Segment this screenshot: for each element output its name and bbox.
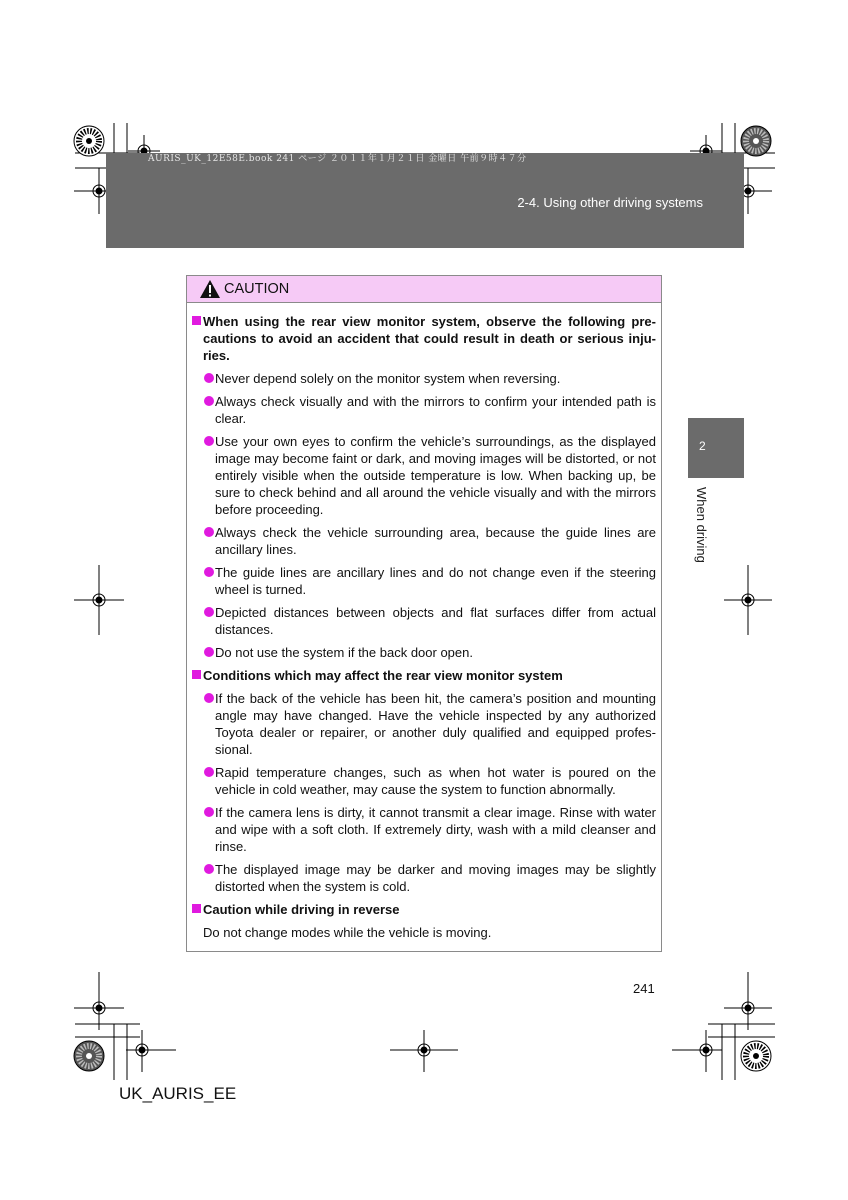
list-item-text: If the camera lens is dirty, it cannot transmit a clear image. Rinse with water and wipe with a soft cloth. If extremely dirty, wash with a mild cleanser and rinse. (215, 805, 656, 854)
list-item-text: The displayed image may be darker and moving images may be slightly distorted when the system is cold. (215, 862, 656, 894)
circle-bullet-icon (204, 647, 214, 657)
section-heading-text: Caution while driving in reverse (203, 902, 400, 917)
list-item-text: Never depend solely on the monitor system when reversing. (215, 371, 561, 386)
circle-bullet-icon (204, 567, 214, 577)
crosshair-icon (74, 565, 124, 635)
caution-header (187, 276, 661, 303)
caution-body (187, 303, 661, 941)
list-item-text: Use your own eyes to confirm the vehicle’s surroundings, as the displayed image may become faint or dark, and moving images will be distorted, or not entirely visible when the outside temperature is low. When backing up, be sure to check behind and all around the vehicle visually and with the mirrors before proceeding. (215, 434, 656, 517)
print-info: AURIS_UK_12E58E.book 241 ページ ２０１１年１月２１日 金曜日 午前９時４７分 (148, 154, 527, 164)
circle-bullet-icon (204, 436, 214, 446)
list-item (191, 604, 656, 638)
list-item (191, 564, 656, 598)
crosshair-icon (672, 1030, 722, 1072)
list-item-text: Rapid temperature changes, such as when hot water is poured on the vehicle in cold weather, may cause the system to function abnormally. (215, 765, 656, 797)
section-heading (191, 313, 656, 364)
list-item-text: Depicted distances between objects and flat surfaces differ from actual distances. (215, 605, 656, 637)
section-heading-text: When using the rear view monitor system, observe the following pre-cautions to avoid an accident that could result in death or serious inju-ries. (203, 314, 656, 363)
list-item-text: Always check visually and with the mirrors to confirm your intended path is clear. (215, 394, 656, 426)
list-item (191, 690, 656, 758)
circle-bullet-icon (204, 767, 214, 777)
circle-bullet-icon (204, 373, 214, 383)
chapter-number: 2 (699, 439, 706, 453)
list-item (191, 861, 656, 895)
list-item-text: Do not use the system if the back door open. (215, 645, 473, 660)
square-bullet-icon (192, 904, 201, 913)
warning-triangle-icon (199, 279, 221, 299)
circle-bullet-icon (204, 396, 214, 406)
circle-bullet-icon (204, 607, 214, 617)
list-item (191, 804, 656, 855)
registration-mark-icon (741, 126, 771, 156)
list-item (191, 524, 656, 558)
circle-bullet-icon (204, 864, 214, 874)
list-item-text: If the back of the vehicle has been hit, the camera’s position and mounting angle may have changed. Have the vehicle inspected by any authorized Toyota dealer or repairer, or another duly qualified and equipped profes-sional. (215, 691, 656, 757)
chapter-tab (688, 418, 744, 478)
section-heading (191, 901, 656, 918)
caution-title: CAUTION (224, 281, 290, 297)
crosshair-icon (724, 565, 772, 635)
chapter-label: When driving (694, 487, 709, 563)
crosshair-icon (724, 972, 772, 1030)
list-item (191, 433, 656, 518)
list-item (191, 644, 656, 661)
registration-mark-icon (74, 1041, 104, 1071)
registration-mark-icon (741, 1041, 771, 1071)
caution-box (186, 275, 662, 952)
registration-mark-icon (74, 126, 104, 156)
crosshair-icon (126, 1030, 176, 1072)
list-item (191, 370, 656, 387)
section-heading-text: Conditions which may affect the rear view monitor system (203, 668, 563, 683)
circle-bullet-icon (204, 527, 214, 537)
list-item (191, 393, 656, 427)
circle-bullet-icon (204, 807, 214, 817)
list-item (191, 764, 656, 798)
crosshair-icon (390, 1030, 458, 1072)
section-text: Do not change modes while the vehicle is moving. (203, 925, 492, 940)
footer-code: UK_AURIS_EE (119, 1084, 237, 1103)
section-heading (191, 667, 656, 684)
page-number: 241 (633, 981, 655, 996)
circle-bullet-icon (204, 693, 214, 703)
section-title: 2-4. Using other driving systems (517, 195, 703, 210)
crosshair-icon (74, 972, 124, 1030)
square-bullet-icon (192, 316, 201, 325)
list-item-text: Always check the vehicle surrounding area, because the guide lines are ancillary lines. (215, 525, 656, 557)
list-item-text: The guide lines are ancillary lines and do not change even if the steering wheel is turned. (215, 565, 656, 597)
square-bullet-icon (192, 670, 201, 679)
